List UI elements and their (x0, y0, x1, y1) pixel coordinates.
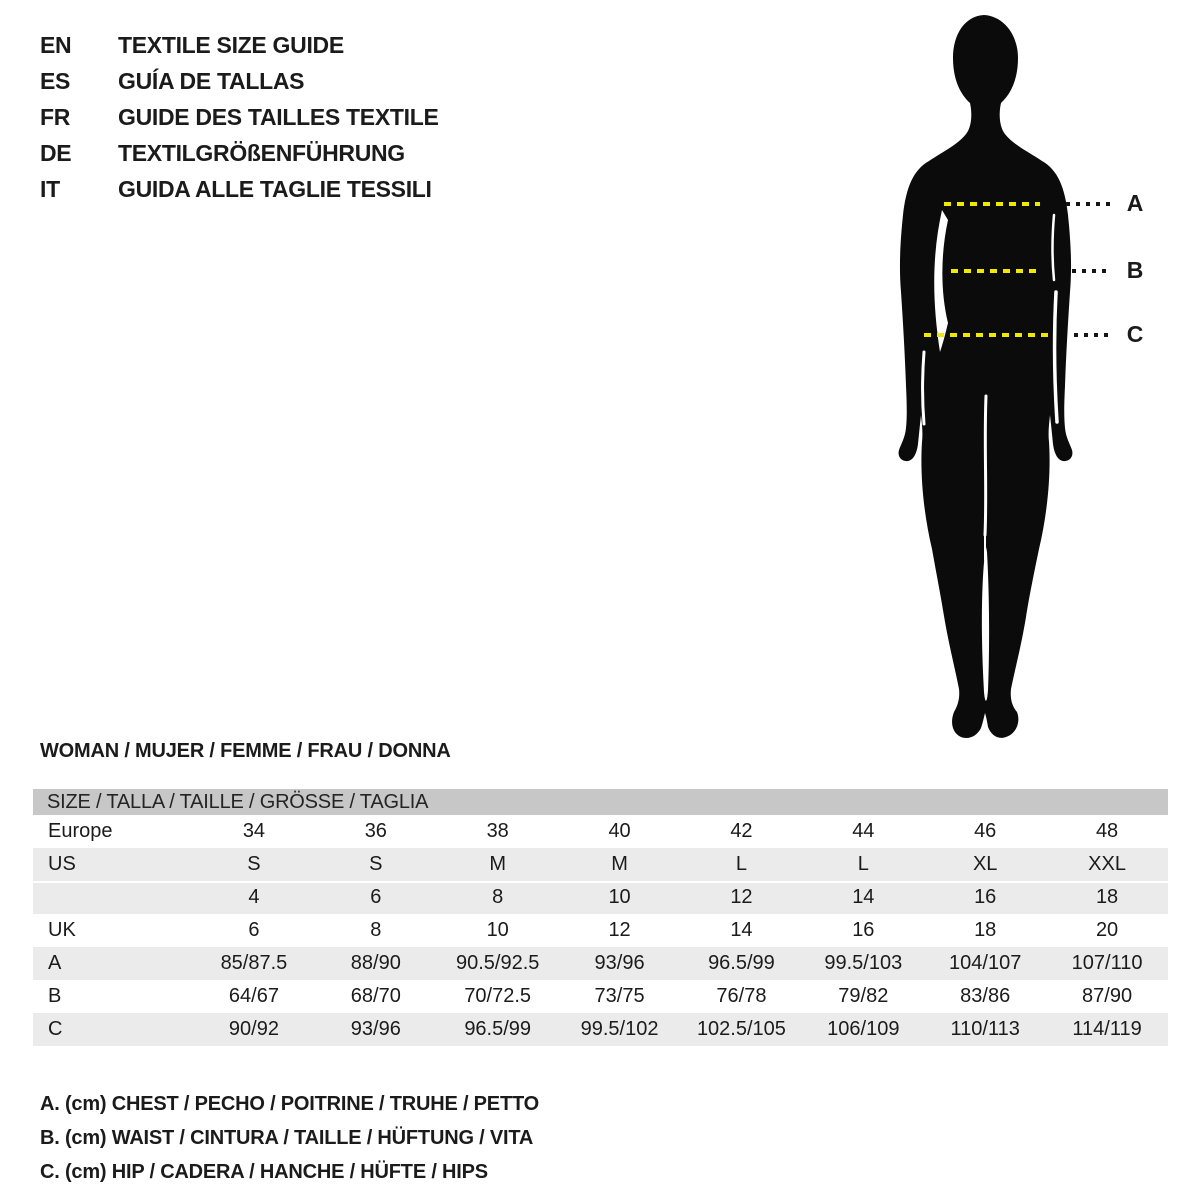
size-cell: 8 (370, 919, 382, 941)
size-table (33, 789, 1168, 1046)
measurement-label-a: A (1126, 190, 1144, 216)
size-cell: 38 (486, 820, 509, 842)
size-cell: S (247, 853, 261, 875)
language-guide-row (40, 135, 439, 171)
size-cell: 16 (974, 886, 997, 908)
size-cell: 102.5/105 (696, 1018, 786, 1040)
language-guide-row (40, 171, 439, 207)
size-cell: 88/90 (350, 952, 401, 974)
language-code: EN (40, 31, 72, 58)
size-table-row (33, 980, 1168, 1013)
size-cell: 4 (248, 886, 260, 908)
size-cell: 90.5/92.5 (455, 952, 540, 974)
size-cell: 79/82 (838, 985, 889, 1007)
language-guide-title: GUIDE DES TAILLES TEXTILE (118, 103, 439, 130)
size-table-row (33, 914, 1168, 947)
language-code: IT (40, 175, 60, 202)
size-table-row (33, 1013, 1168, 1046)
language-guide-row (40, 63, 439, 99)
size-cell: 104/107 (949, 952, 1022, 974)
language-code: ES (40, 67, 71, 94)
size-cell: 20 (1095, 919, 1119, 941)
size-cell: 18 (974, 919, 997, 941)
size-cell: 107/110 (1071, 952, 1143, 974)
size-table-body (33, 815, 1168, 1046)
size-cell: 90/92 (228, 1018, 279, 1040)
size-cell: 85/87.5 (220, 952, 288, 974)
size-cell: 40 (608, 820, 631, 842)
size-cell: L (735, 853, 747, 875)
size-cell: 14 (730, 919, 753, 941)
language-code: FR (40, 103, 71, 130)
language-guide-title: GUÍA DE TALLAS (118, 67, 305, 94)
size-cell: 68/70 (350, 985, 401, 1007)
size-cell: 110/113 (950, 1018, 1020, 1040)
size-cell: XXL (1088, 853, 1126, 875)
language-guide (40, 27, 439, 207)
size-table-row (33, 947, 1168, 980)
size-cell: 93/96 (350, 1018, 401, 1040)
size-cell: 99.5/103 (824, 952, 903, 974)
woman-section-title: WOMAN / MUJER / FEMME / FRAU / DONNA (40, 740, 451, 762)
size-cell: 6 (248, 919, 260, 941)
size-table-row-label: Europe (48, 820, 113, 842)
size-cell: 10 (608, 886, 631, 908)
language-guide-row (40, 99, 439, 135)
language-guide-title: TEXTILGRÖßENFÜHRUNG (118, 139, 405, 166)
size-cell: XL (972, 853, 998, 875)
size-table-row-label: US (48, 853, 76, 875)
size-cell: 16 (852, 919, 875, 941)
size-cell: 83/86 (960, 985, 1011, 1007)
thigh-gap (985, 396, 986, 535)
size-table-header: SIZE / TALLA / TAILLE / GRÖSSE / TAGLIA (33, 789, 1168, 815)
size-cell: 10 (486, 919, 509, 941)
size-table-row-label: A (48, 952, 62, 974)
size-cell: 96.5/99 (464, 1018, 532, 1040)
size-cell: 87/90 (1082, 985, 1133, 1007)
size-cell: 99.5/102 (580, 1018, 659, 1040)
woman-silhouette-figure (860, 0, 1200, 760)
size-table-row-label: C (48, 1018, 63, 1040)
size-table-row (33, 848, 1168, 881)
size-cell: 76/78 (716, 985, 767, 1007)
language-code: DE (40, 139, 72, 166)
size-cell: 12 (730, 886, 753, 908)
size-cell: 8 (492, 886, 504, 908)
size-cell: 48 (1095, 820, 1119, 842)
left-forearm-gap (923, 352, 925, 424)
size-cell: 93/96 (594, 952, 645, 974)
size-cell: 36 (364, 820, 387, 842)
size-cell: 96.5/99 (708, 952, 775, 974)
size-cell: 34 (242, 820, 266, 842)
size-cell: L (857, 853, 869, 875)
measurement-label-b: B (1126, 257, 1144, 283)
size-table-row (33, 815, 1168, 848)
language-guide-title: TEXTILE SIZE GUIDE (118, 31, 344, 58)
woman-measurement-figure (860, 0, 1200, 760)
measurement-label-c: C (1126, 321, 1144, 347)
language-guide-row (40, 27, 439, 63)
size-table-row-label: B (48, 985, 62, 1007)
language-guide-title: GUIDA ALLE TAGLIE TESSILI (118, 175, 432, 202)
measurement-legend-line: C. (cm) HIP / CADERA / HANCHE / HÜFTE / HIPS (40, 1161, 488, 1183)
measurement-legend-line: B. (cm) WAIST / CINTURA / TAILLE / HÜFTUNG / VITA (40, 1127, 534, 1149)
measurement-legend (40, 1087, 539, 1189)
size-cell: 70/72.5 (464, 985, 532, 1007)
size-cell: 12 (608, 919, 631, 941)
size-cell: 6 (370, 886, 382, 908)
size-cell: S (369, 853, 383, 875)
size-cell: 18 (1095, 886, 1119, 908)
size-cell: 46 (974, 820, 997, 842)
size-cell: M (611, 853, 628, 875)
size-table-row-label (33, 881, 193, 914)
size-cell: 44 (852, 820, 875, 842)
size-cell: 64/67 (228, 985, 279, 1007)
size-cell: 114/119 (1072, 1018, 1142, 1040)
measurement-legend-line: A. (cm) CHEST / PECHO / POITRINE / TRUHE / PETTO (40, 1093, 539, 1115)
size-cell: 14 (852, 886, 875, 908)
size-cell: 42 (730, 820, 753, 842)
size-cell: M (489, 853, 507, 875)
size-cell: 106/109 (827, 1018, 900, 1040)
size-table-row (33, 881, 1168, 914)
size-cell: 73/75 (594, 985, 645, 1007)
size-table-row-label: UK (48, 919, 76, 941)
